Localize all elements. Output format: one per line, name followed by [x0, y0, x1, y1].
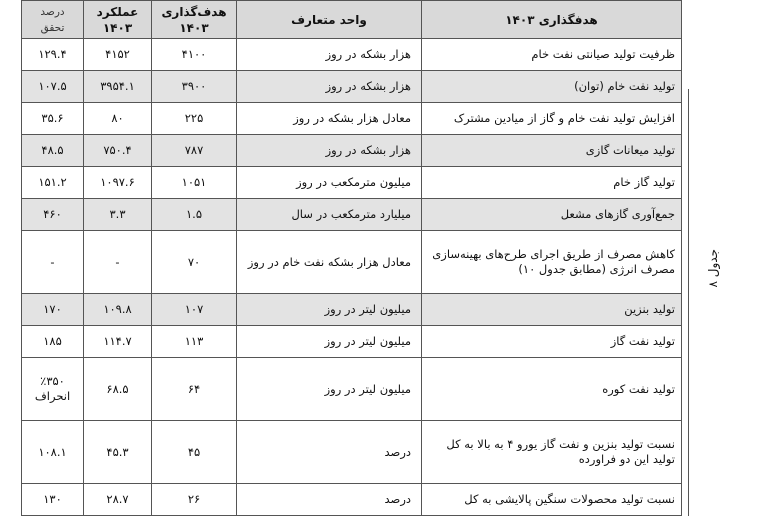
- target-cell: ۱۰۷: [152, 294, 237, 326]
- percent-cell: ۱۳۰: [22, 484, 84, 516]
- table-row: [22, 39, 727, 71]
- unit-cell: میلیون لیتر در روز: [237, 326, 422, 358]
- goal-cell: تولید بنزین: [422, 294, 682, 326]
- unit-cell: هزار بشکه در روز: [237, 135, 422, 167]
- percent-cell: ۴۶۰: [22, 199, 84, 231]
- percent-cell: ۱۲۹.۴: [22, 39, 84, 71]
- goals-table: [21, 0, 727, 516]
- actual-cell: -: [84, 231, 152, 294]
- unit-cell: معادل هزار بشکه نفت خام در روز: [237, 231, 422, 294]
- table-row: [22, 326, 727, 358]
- goal-cell: افزایش تولید نفت خام و گاز از میادین مشترک: [422, 103, 682, 135]
- actual-cell: ۱۰۹۷.۶: [84, 167, 152, 199]
- goal-cell: نسبت تولید بنزین و نفت گاز یورو ۴ به بالا به کل تولید این دو فراورده: [422, 421, 682, 484]
- goal-cell: تولید گاز خام: [422, 167, 682, 199]
- target-cell: ۲۶: [152, 484, 237, 516]
- side-label-cell: [682, 39, 727, 516]
- target-cell: ۱۰۵۱: [152, 167, 237, 199]
- unit-cell: معادل هزار بشکه در روز: [237, 103, 422, 135]
- goal-cell: نسبت تولید محصولات سنگین پالایشی به کل: [422, 484, 682, 516]
- goal-cell: تولید نفت گاز: [422, 326, 682, 358]
- target-cell: ۲۲۵: [152, 103, 237, 135]
- table-caption: جدول ۸: [705, 248, 720, 287]
- percent-cell: ۱۸۵: [22, 326, 84, 358]
- percent-cell: ۴۸.۵: [22, 135, 84, 167]
- actual-cell: ۳۹۵۴.۱: [84, 71, 152, 103]
- actual-cell: ۳.۳: [84, 199, 152, 231]
- side-divider: [688, 89, 689, 516]
- actual-cell: ۸۰: [84, 103, 152, 135]
- actual-cell: ۴۱۵۲: [84, 39, 152, 71]
- goal-cell: جمع‌آوری گازهای مشعل: [422, 199, 682, 231]
- percent-cell: -: [22, 231, 84, 294]
- unit-cell: درصد: [237, 421, 422, 484]
- percent-cell: ۱۰۸.۱: [22, 421, 84, 484]
- actual-cell: ۴۵.۳: [84, 421, 152, 484]
- target-cell: ۶۴: [152, 358, 237, 421]
- unit-cell: میلیون لیتر در روز: [237, 294, 422, 326]
- goal-cell: تولید نفت خام (توان): [422, 71, 682, 103]
- header-actual: عملکرد ۱۴۰۳: [84, 1, 152, 39]
- unit-cell: هزار بشکه در روز: [237, 71, 422, 103]
- unit-cell: میلیون لیتر در روز: [237, 358, 422, 421]
- unit-cell: درصد: [237, 484, 422, 516]
- percent-cell: ٪۳۵۰ انحراف: [22, 358, 84, 421]
- unit-cell: میلیون مترمکعب در روز: [237, 167, 422, 199]
- table-row: [22, 103, 727, 135]
- table-row: [22, 167, 727, 199]
- actual-cell: ۷۵۰.۴: [84, 135, 152, 167]
- table-row: [22, 358, 727, 421]
- side-header-blank: [682, 1, 727, 39]
- table-row: [22, 71, 727, 103]
- actual-cell: ۶۸.۵: [84, 358, 152, 421]
- table-row: [22, 135, 727, 167]
- percent-cell: ۳۵.۶: [22, 103, 84, 135]
- target-cell: ۷۰: [152, 231, 237, 294]
- target-cell: ۱.۵: [152, 199, 237, 231]
- table-row: [22, 421, 727, 484]
- target-cell: ۴۵: [152, 421, 237, 484]
- actual-cell: ۲۸.۷: [84, 484, 152, 516]
- unit-cell: هزار بشکه در روز: [237, 39, 422, 71]
- target-cell: ۷۸۷: [152, 135, 237, 167]
- header-target: هدف‌گذاری ۱۴۰۳: [152, 1, 237, 39]
- table-row: [22, 231, 727, 294]
- target-cell: ۳۹۰۰: [152, 71, 237, 103]
- table-row: [22, 199, 727, 231]
- table-row: [22, 294, 727, 326]
- actual-cell: ۱۱۴.۷: [84, 326, 152, 358]
- goal-cell: ظرفیت تولید صیانتی نفت خام: [422, 39, 682, 71]
- target-cell: ۴۱۰۰: [152, 39, 237, 71]
- unit-cell: میلیارد مترمکعب در سال: [237, 199, 422, 231]
- goal-cell: کاهش مصرف از طریق اجرای طرح‌های بهینه‌سازی مصرف انرژی (مطابق جدول ۱۰): [422, 231, 682, 294]
- header-percent: درصد تحقق: [22, 1, 84, 39]
- target-cell: ۱۱۳: [152, 326, 237, 358]
- header-unit: واحد متعارف: [237, 1, 422, 39]
- header-goal: هدفگذاری ۱۴۰۳: [422, 1, 682, 39]
- goal-cell: تولید میعانات گازی: [422, 135, 682, 167]
- goal-cell: تولید نفت کوره: [422, 358, 682, 421]
- percent-cell: ۱۰۷.۵: [22, 71, 84, 103]
- actual-cell: ۱۰۹.۸: [84, 294, 152, 326]
- table-row: [22, 484, 727, 516]
- percent-cell: ۱۵۱.۲: [22, 167, 84, 199]
- percent-cell: ۱۷۰: [22, 294, 84, 326]
